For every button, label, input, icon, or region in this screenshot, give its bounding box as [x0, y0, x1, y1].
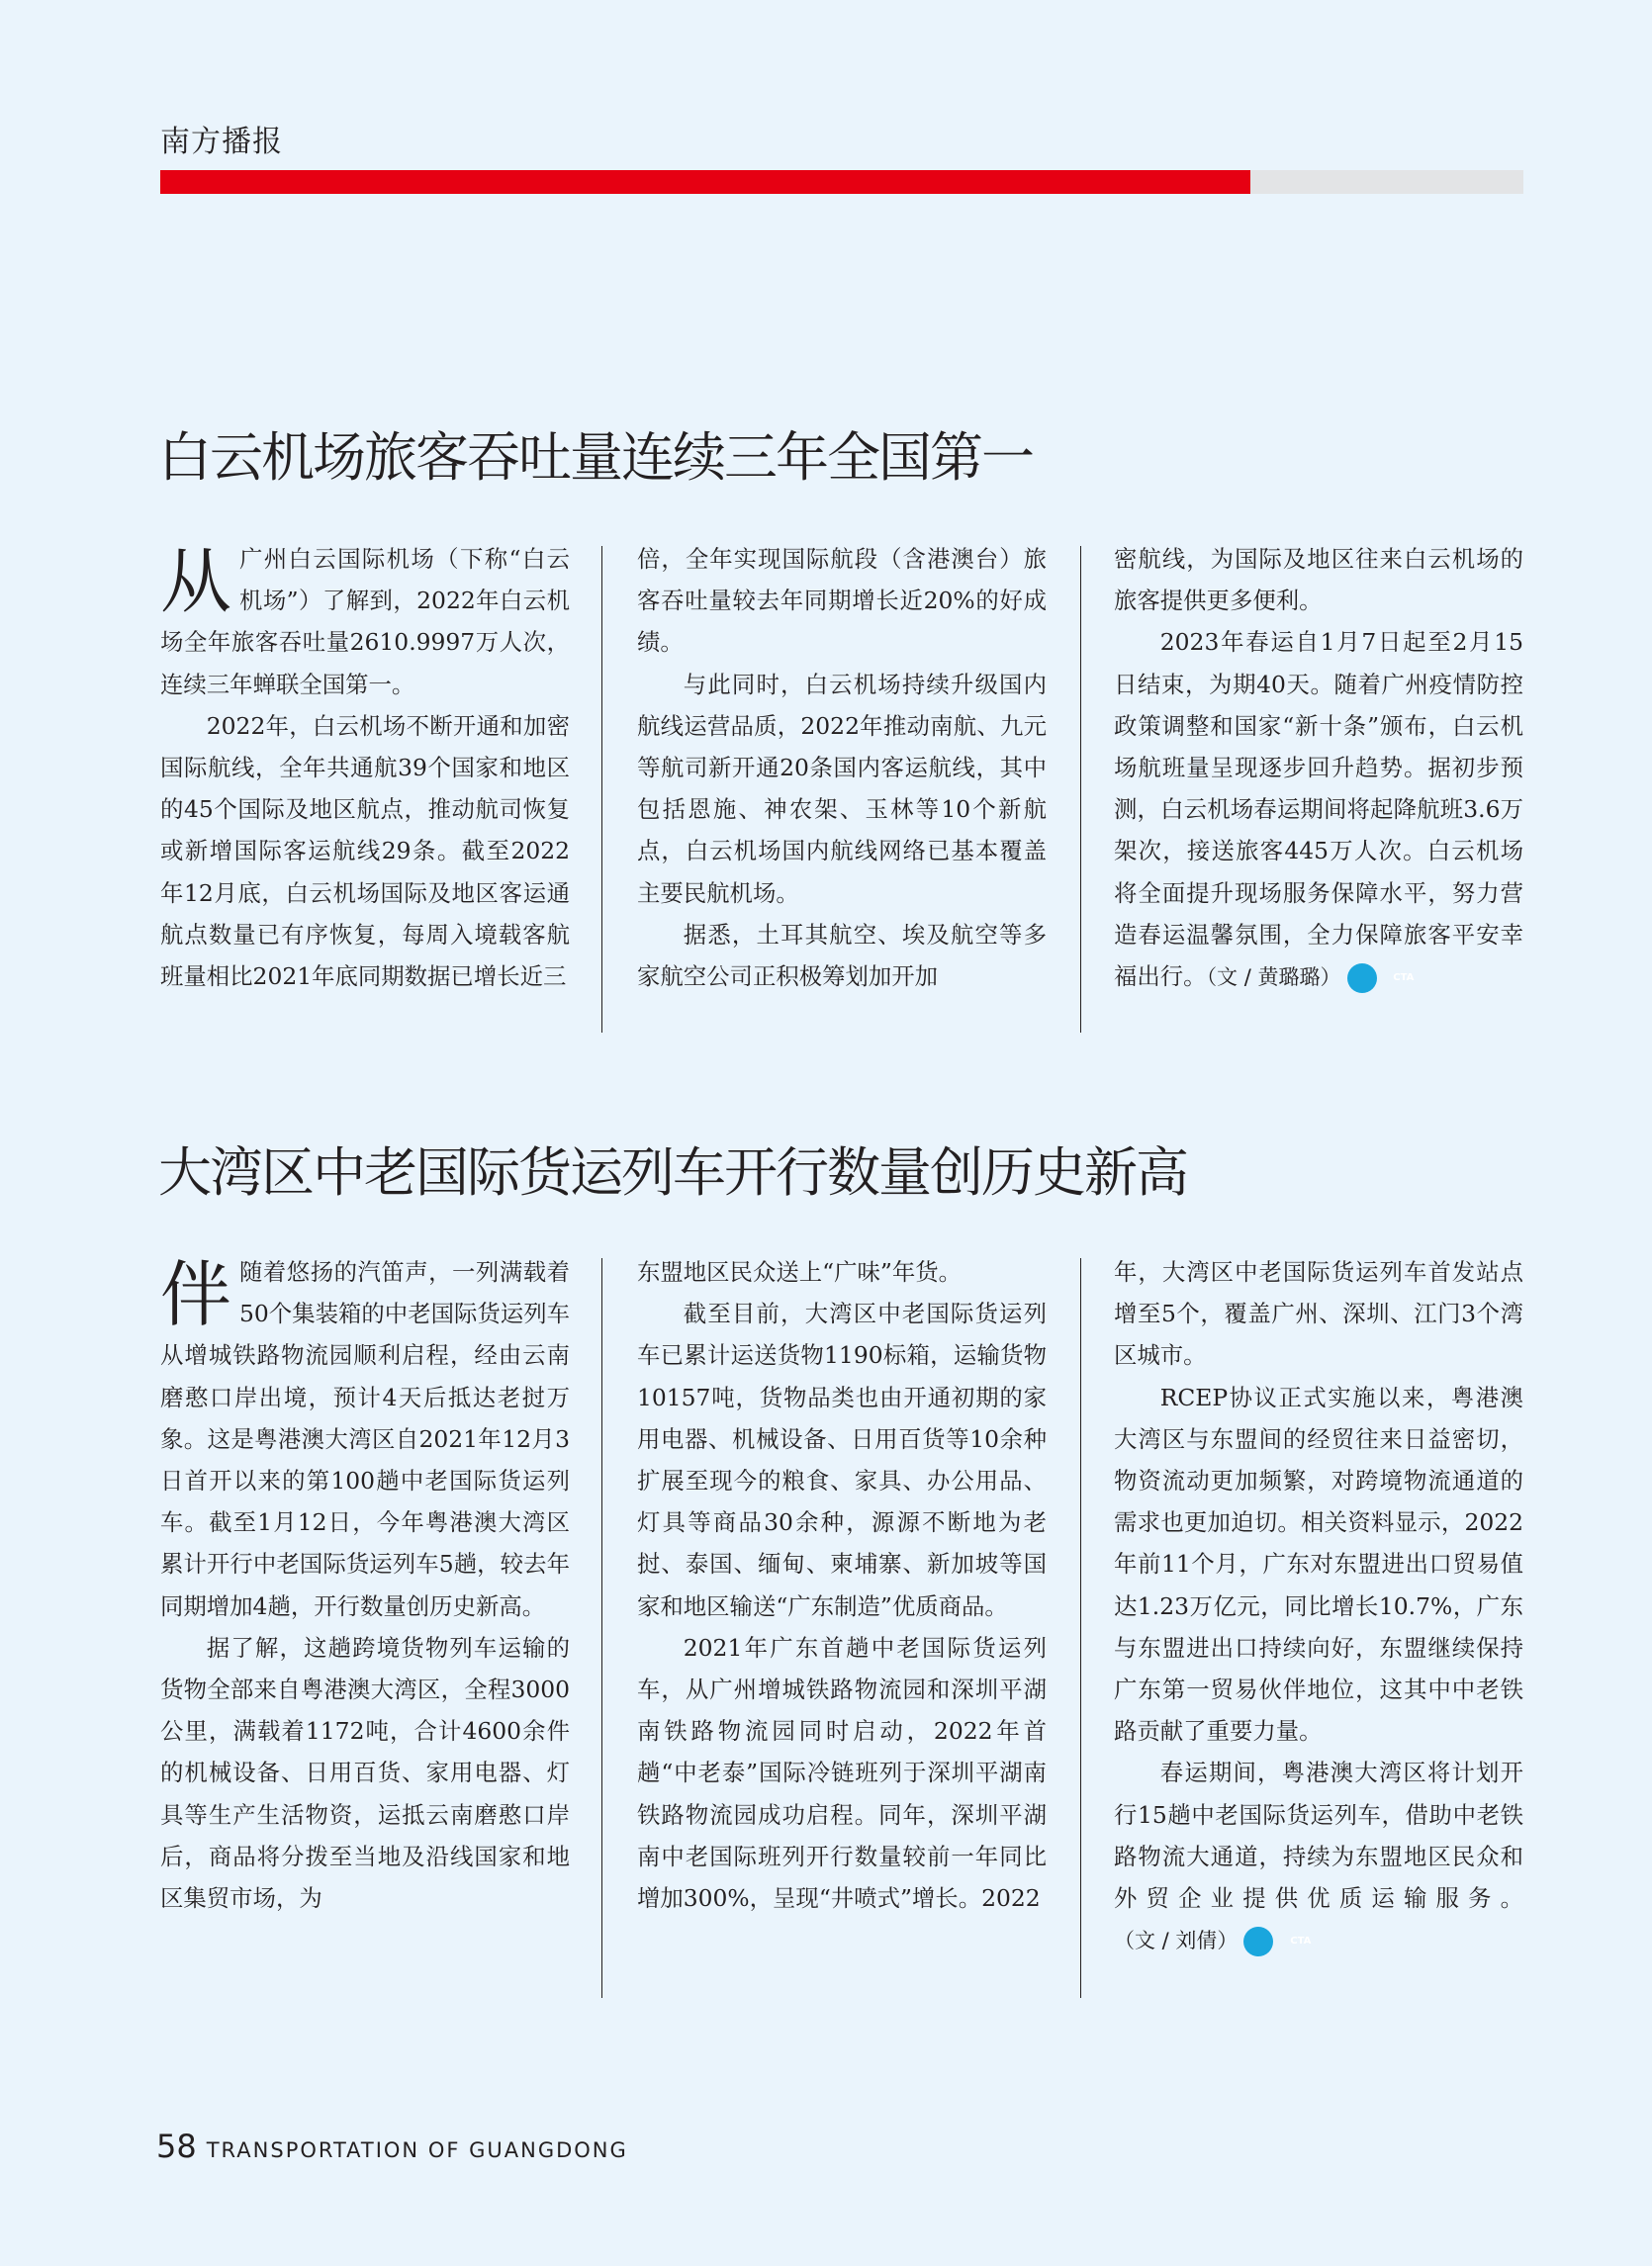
- article2-column-3: [1114, 1251, 1523, 1961]
- article1-paragraph: 倍，全年实现国际航段（含港澳台）旅客吞吐量较去年同期增长近20%的好成绩。: [637, 545, 1047, 657]
- article2-paragraph: 东盟地区民众送上“广味”年货。: [637, 1258, 962, 1286]
- article2-byline: （文 / 刘倩）: [1114, 1929, 1239, 1953]
- article2-text: 随着悠扬的汽笛声，一列满载着50个集装箱的中老国际货运列车从增城铁路物流园顺利启程，经由云南磨憨口岸出境，预计4天后抵达老挝万象。这是粤港澳大湾区自2021年12月3日首开以来的第100趟中老国际货运列车。截至1月12日，今年粤港澳大湾区累计开行中老国际货运列车5趟，较去年同期增加4趟，开行数量创历史新高。: [160, 1258, 570, 1620]
- page-number: 58: [156, 2128, 197, 2165]
- article1-title: 白云机场旅客吞吐量连续三年全国第一: [158, 426, 1033, 489]
- cta-logo-icon: CTA: [1243, 1927, 1273, 1956]
- article2-paragraph: 据了解，这趟跨境货物列车运输的货物全部来自粤港澳大湾区，全程3000公里，满载着1172吨，合计4600余件的机械设备、日用百货、家用电器、灯具等生产生活物资，运抵云南磨憨口岸后，商品将分拨至当地及沿线国家和地区集贸市场，为: [160, 1633, 570, 1913]
- article1-column-1: [160, 538, 570, 997]
- article2-paragraph: [160, 1251, 570, 1627]
- article1-paragraph: 与此同时，白云机场持续升级国内航线运营品质，2022年推动南航、九元等航司新开通20条国内客运航线，其中包括恩施、神农架、玉林等10个新航点，白云机场国内航线网络已基本覆盖主要民航机场。: [637, 670, 1047, 907]
- article2-title: 大湾区中老国际货运列车开行数量创历史新高: [158, 1141, 1187, 1204]
- column-divider: [1080, 546, 1081, 1033]
- article1-text: 广州白云国际机场（下称“白云机场”）了解到，2022年白云机场全年旅客吞吐量2610.9997万人次，连续三年蝉联全国第一。: [160, 545, 570, 698]
- article2-column-1: [160, 1251, 570, 1919]
- article2-text: 春运期间，粤港澳大湾区将计划开行15趟中老国际货运列车，借助中老铁路物流大通道，持续为东盟地区民众和外贸企业提供优质运输服务。: [1114, 1759, 1523, 1913]
- page-footer: [156, 2128, 628, 2165]
- article1-column-3: [1114, 538, 1523, 998]
- article1-drop-cap: 从: [160, 540, 232, 623]
- article1-paragraph: 密航线，为国际及地区往来白云机场的旅客提供更多便利。: [1114, 545, 1523, 615]
- article1-byline: （文 / 黄璐璐）: [1206, 965, 1341, 990]
- article2-paragraph: RCEP协议正式实施以来，粤港澳大湾区与东盟间的经贸往来日益密切，物资流动更加频繁，对跨境物流通道的需求也更加迫切。相关资料显示，2022年前11个月，广东对东盟进出口贸易值达1.23万亿元，同比增长10.7%，广东与东盟进出口持续向好，东盟继续保持广东第一贸易伙伴地位，这其中中老铁路贡献了重要力量。: [1114, 1383, 1523, 1746]
- article2-column-2: [637, 1251, 1047, 1919]
- column-divider: [601, 1258, 602, 1998]
- article2-paragraph: [1114, 1752, 1523, 1961]
- cta-logo-icon: CTA: [1347, 963, 1377, 993]
- article1-text: 2023年春运自1月7日起至2月15日结束，为期40天。随着广州疫情防控政策调整和国家“新十条”颁布，白云机场航班量呈现逐步回升趋势。据初步预测，白云机场春运期间将起降航班3.6万架次，接送旅客445万人次。白云机场将全面提升现场服务保障水平，努力营造春运温馨氛围，全力保障旅客平安幸福出行。: [1114, 628, 1523, 991]
- article1-paragraph: [160, 538, 570, 705]
- article1-paragraph: 据悉，土耳其航空、埃及航空等多家航空公司正积极筹划加开加: [637, 920, 1047, 991]
- article2-paragraph: 2021年广东首趟中老国际货运列车，从广州增城铁路物流园和深圳平湖南铁路物流园同时启动，2022年首趟“中老泰”国际冷链班列于深圳平湖南铁路物流园成功启程。同年，深圳平湖南中老国际班列开行数量较前一年同比增加300%，呈现“井喷式”增长。2022: [637, 1633, 1047, 1913]
- article1-paragraph: [1114, 621, 1523, 998]
- article1-column-2: [637, 538, 1047, 997]
- article1-paragraph: 2022年，白云机场不断开通和加密国际航线，全年共通航39个国家和地区的45个国际及地区航点，推动航司恢复或新增国际客运航线29条。截至2022年12月底，白云机场国际及地区客运通航点数量已有序恢复，每周入境载客航班量相比2021年底同期数据已增长近三: [160, 711, 570, 991]
- section-rule: [160, 170, 1523, 194]
- article2-paragraph: 截至目前，大湾区中老国际货运列车已累计运送货物1190标箱，运输货物10157吨，货物品类也由开通初期的家用电器、机械设备、日用百货等10余种扩展至现今的粮食、家具、办公用品、灯具等商品30余种，源源不断地为老挝、泰国、缅甸、柬埔寨、新加坡等国家和地区输送“广东制造”优质商品。: [637, 1300, 1047, 1620]
- section-label: 南方播报: [160, 125, 283, 159]
- article2-drop-cap: 伴: [160, 1253, 232, 1336]
- column-divider: [601, 546, 602, 1033]
- article2-paragraph: 年，大湾区中老国际货运列车首发站点增至5个，覆盖广州、深圳、江门3个湾区城市。: [1114, 1258, 1523, 1370]
- publication-name: TRANSPORTATION OF GUANGDONG: [206, 2138, 628, 2162]
- column-divider: [1080, 1258, 1081, 1998]
- section-rule-accent: [160, 170, 1250, 194]
